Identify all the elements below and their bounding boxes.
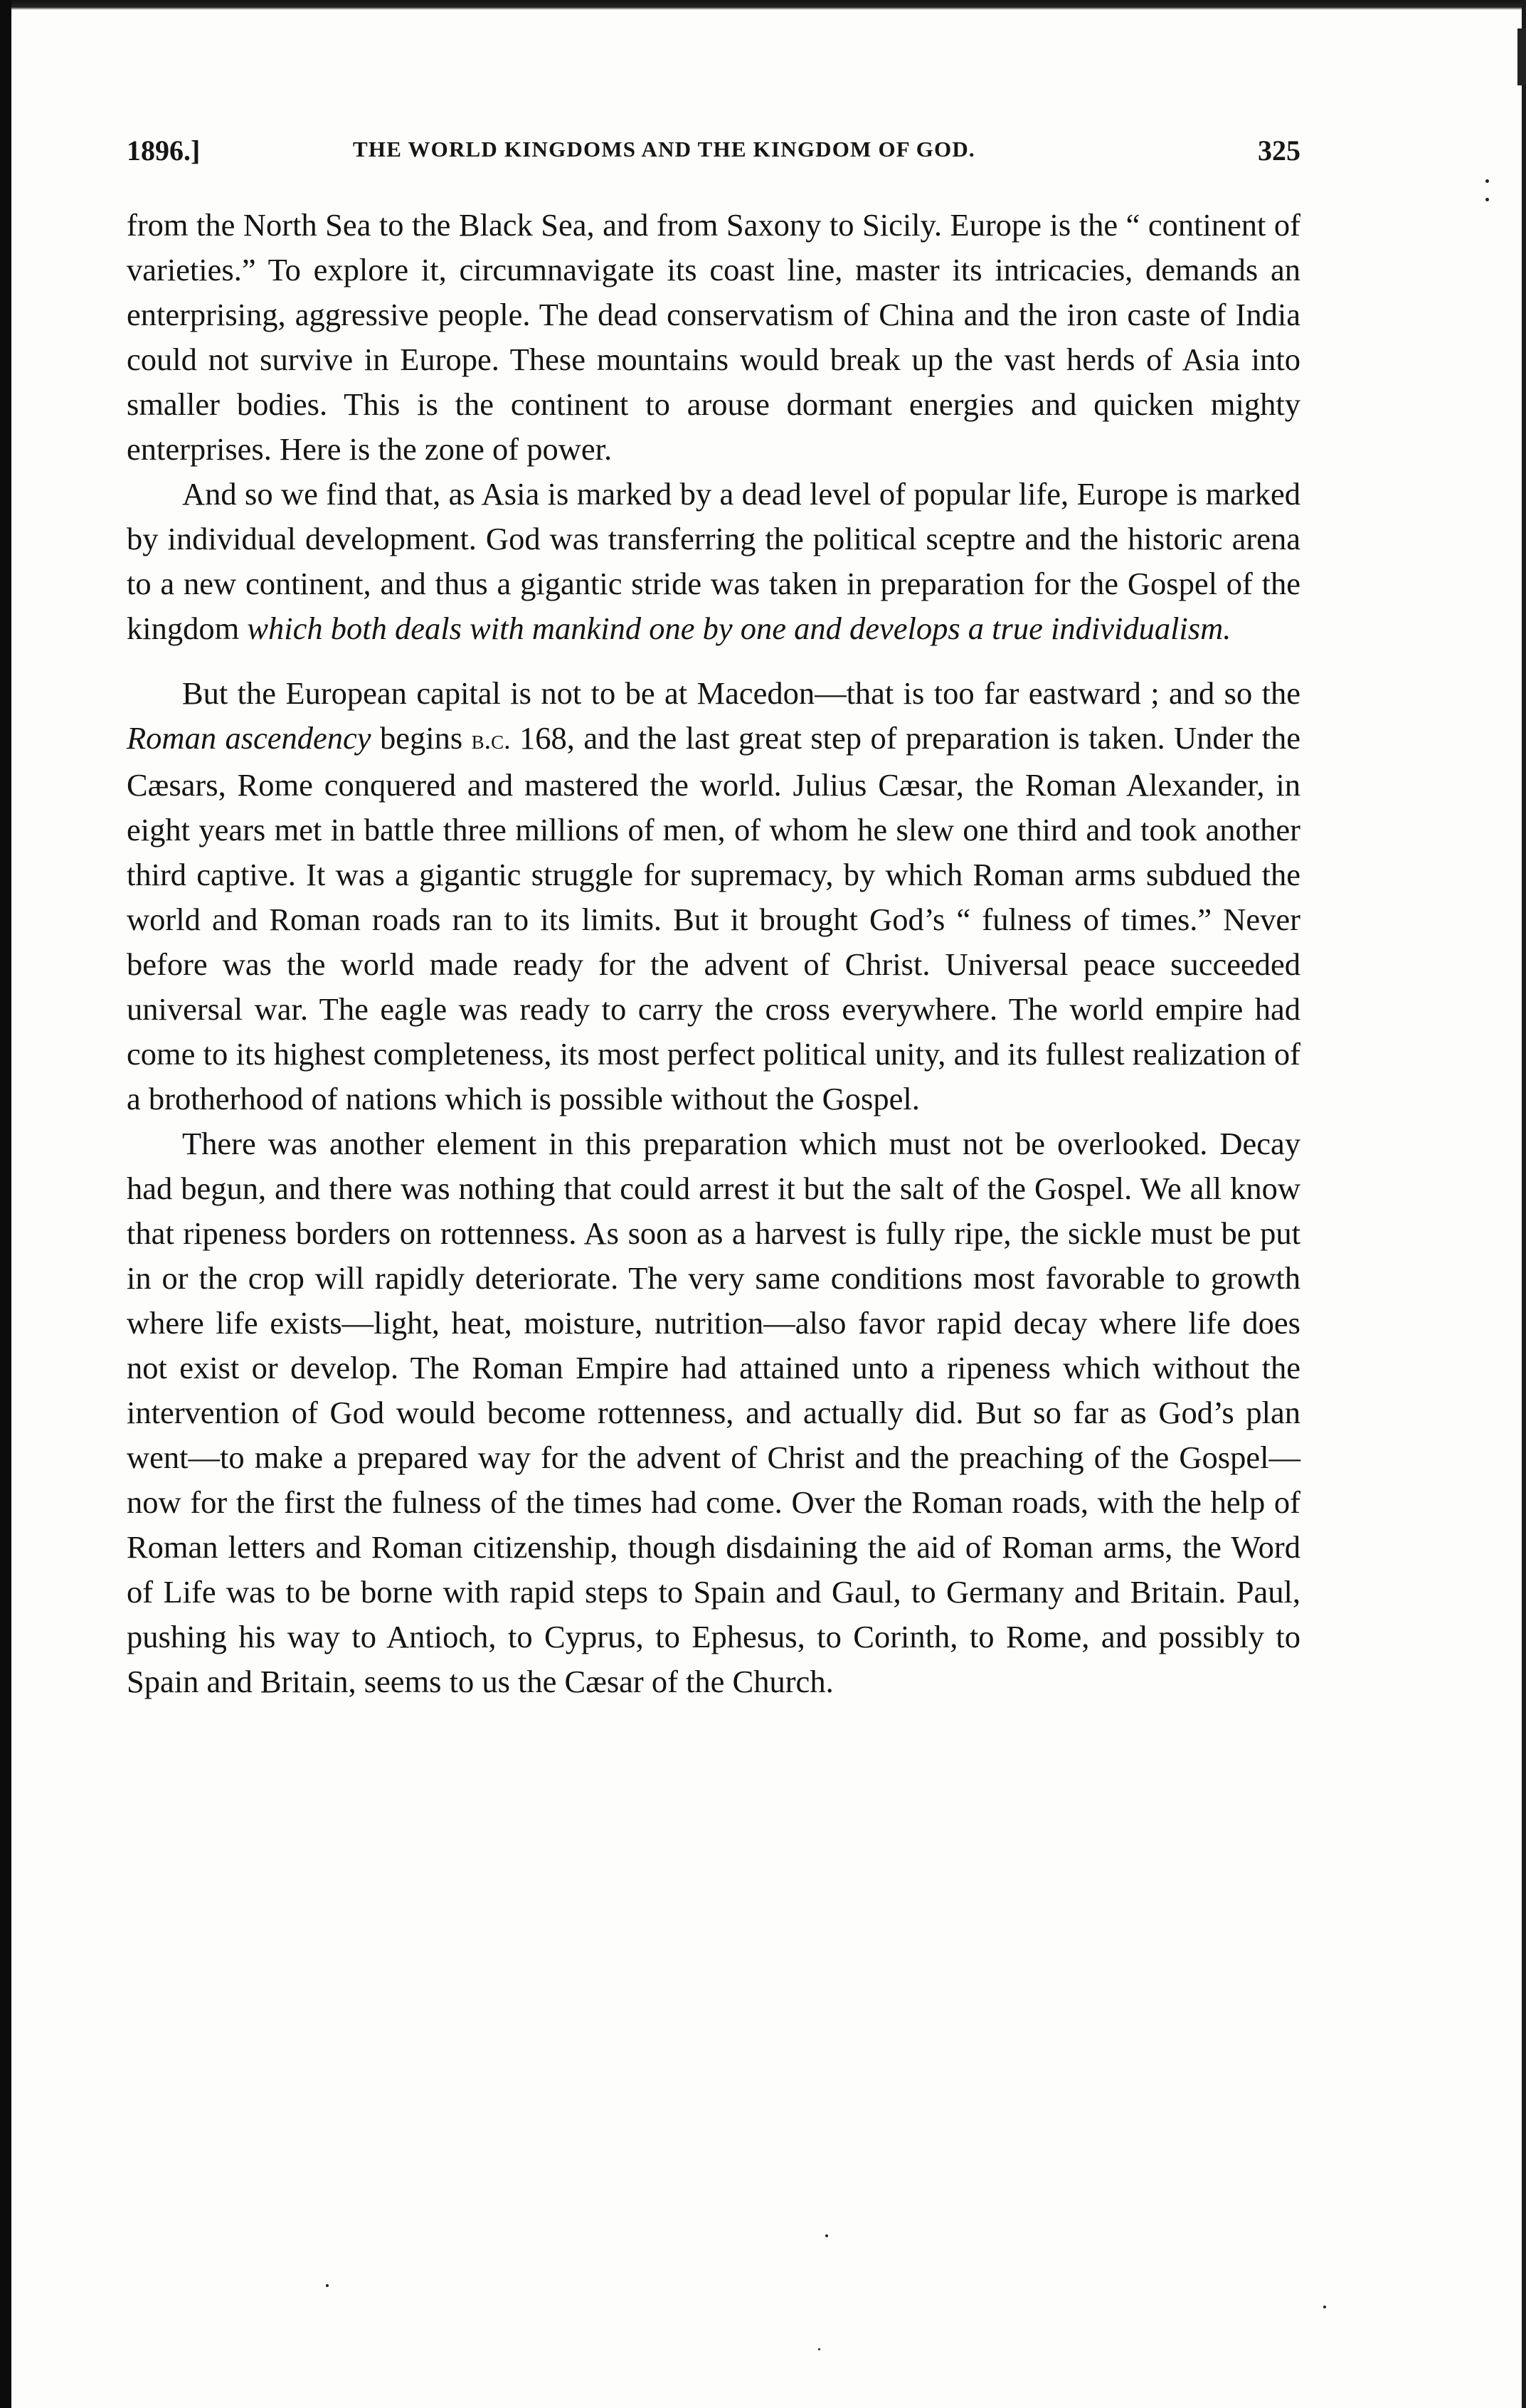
scan-left-edge	[0, 0, 11, 2408]
scan-speck	[825, 2234, 828, 2237]
running-head	[127, 134, 1300, 169]
page-number: 325	[1258, 134, 1300, 167]
scan-speck	[818, 2348, 820, 2350]
running-head-title: THE WORLD KINGDOMS AND THE KINGDOM OF GOD.	[353, 137, 975, 162]
paragraph-text: begins	[371, 720, 472, 756]
paragraph-text: And so we find that, as Asia is marked by a dead level of popular life, Europe is marked by individual development. God was transferring the political sceptre and the historic arena to a new continent, and thus a gigantic stride was taken in preparation for the Gospel of the kingdom	[127, 476, 1300, 646]
article-body	[127, 203, 1300, 1704]
emphasized-text: Roman ascendency	[127, 720, 371, 756]
paragraph-text: 168, and the last great step of preparation is taken. Under the Cæsars, Rome conquered and mastered the world. Julius Cæsar, the Roman Alexander, in eight years met in battle three millions of men, of whom he slew one third and took another third captive. It was a gigantic struggle for supremacy, by which Roman arms subdued the world and Roman roads ran to its limits. But it brought God’s “ fulness of times.” Never before was the world made ready for the advent of Christ. Universal peace succeeded universal war. The eagle was ready to carry the cross everywhere. The world empire had come to its highest completeness, its most perfect political unity, and its fullest realization of a brotherhood of nations which is possible without the Gospel.	[127, 720, 1300, 1116]
scan-speck	[1485, 179, 1489, 183]
paragraph	[127, 472, 1300, 651]
scan-right-edge-mark	[1517, 28, 1526, 85]
paragraph: from the North Sea to the Black Sea, and from Saxony to Sicily. Europe is the “ continent of varieties.” To explore it, circumnavigate its coast line, master its intricacies, demands an enterprising, aggressive people. The dead conservatism of China and the iron caste of India could not survive in Europe. These mountains would break up the vast herds of Asia into smaller bodies. This is the continent to arouse dormant energies and quicken mighty enterprises. Here is the zone of power.	[127, 207, 1300, 467]
small-caps-text: b.c.	[471, 725, 511, 755]
paragraph: There was another element in this preparation which must not be overlooked. Decay had begun, and there was nothing that could arrest it but the salt of the Gospel. We all know that ripeness borders on rottenness. As soon as a harvest is fully ripe, the sickle must be put in or the crop will rapidly deteriorate. The very same conditions most favorable to growth where life exists—light, heat, moisture, nutrition—also favor rapid decay where life does not exist or develop. The Roman Empire had attained unto a ripeness which without the intervention of God would become rottenness, and actually did. But so far as God’s plan went—to make a prepared way for the advent of Christ and the preaching of the Gospel—now for the first the fulness of the times had come. Over the Roman roads, with the help of Roman letters and Roman citizenship, though disdaining the aid of Roman arms, the Word of Life was to be borne with rapid steps to Spain and Gaul, to Germany and Britain. Paul, pushing his way to Antioch, to Cyprus, to Ephesus, to Corinth, to Rome, and possibly to Spain and Britain, seems to us the Cæsar of the Church.	[127, 1126, 1300, 1699]
emphasized-text: which both deals with mankind one by one and develops a true individualism.	[247, 611, 1231, 646]
scan-speck	[326, 2284, 329, 2287]
scan-top-edge	[0, 0, 1526, 10]
paragraph-text: But the European capital is not to be at Macedon—that is too far eastward ; and so the	[182, 675, 1300, 711]
paragraph	[127, 671, 1300, 1121]
scan-speck	[1323, 2306, 1326, 2308]
scan-right-edge	[1522, 0, 1526, 2408]
running-head-year: 1896.]	[127, 134, 201, 167]
scan-speck	[1485, 198, 1489, 201]
